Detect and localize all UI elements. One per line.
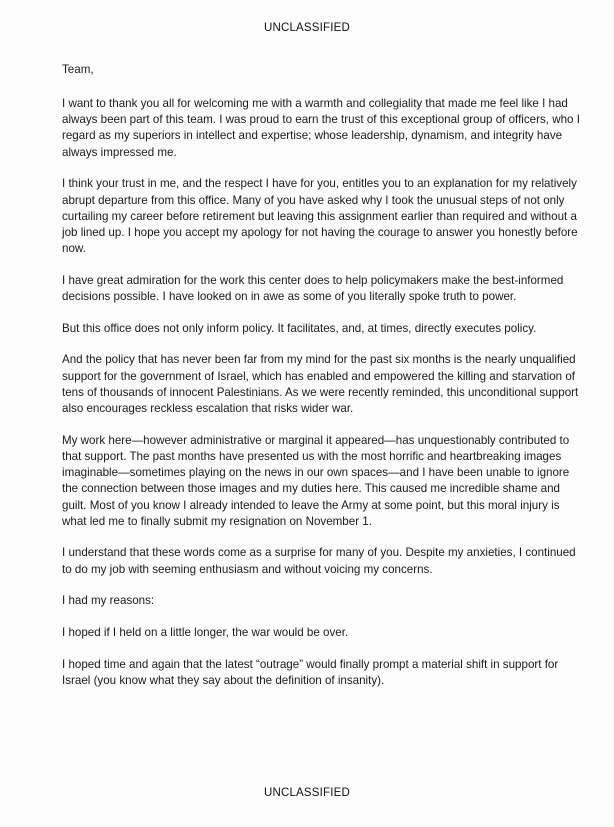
letter-body (62, 62, 582, 705)
paragraph-5: And the policy that has never been far from my mind for the past six months is the nearly unqualified support for the government of Israel, which has enabled and empowered the killing and starvation of tens of thousands of innocent Palestinians. As we were recently reminded, this unconditional support also encourages reckless escalation that risks wider war. (62, 353, 579, 416)
paragraph-2: I think your trust in me, and the respect I have for you, entitles you to an explanation for my relatively abrupt departure from this office. Many of you have asked why I took the unusual steps of not only curtailing my career before retirement but leaving this assignment earlier than required and without a job lined up. I hope you accept my apology for not having the courage to answer you honestly before now. (62, 177, 578, 256)
paragraph-3: I have great admiration for the work this center does to help policymakers make the best-informed decisions possible. I have looked on in awe as some of you literally spoke truth to power. (62, 273, 564, 304)
paragraph-1: I want to thank you all for welcoming me with a warmth and collegiality that made me feel like I had always been part of this team. I was proud to earn the trust of this exceptional group of officers, who I regard as my superiors in intellect and expertise; whose leadership, dynamism, and integrity have always impressed me. (62, 97, 580, 159)
paragraph-9: I hoped if I held on a little longer, the war would be over. (62, 626, 349, 640)
salutation: Team, (62, 63, 94, 76)
paragraph-10: I hoped time and again that the latest “outrage” would finally prompt a material shift in support for Israel (you know what they say about the definition of insanity). (62, 657, 559, 687)
classification-header: UNCLASSIFIED (263, 22, 351, 34)
classification-footer: UNCLASSIFIED (263, 787, 351, 799)
paragraph-6: My work here—however administrative or marginal it appeared—has unquestionably contributed to that support. The past months have presented us with the most horrific and heartbreaking images imaginable—sometimes playing on the news in our own spaces—and I have been unable to ignore the connection between those images and my duties here. This caused me incredible shame and guilt. Most of you know I already intended to leave the Army at some point, but this moral injury is what led me to finally submit my resignation on November 1. (62, 433, 570, 528)
paragraph-4: But this office does not only inform policy. It facilitates, and, at times, directly executes policy. (62, 321, 537, 335)
paragraph-8: I had my reasons: (62, 594, 155, 608)
paragraph-7: I understand that these words come as a surprise for many of you. Despite my anxieties, I continued to do my job with seeming enthusiasm and without voicing my concerns. (62, 546, 576, 576)
